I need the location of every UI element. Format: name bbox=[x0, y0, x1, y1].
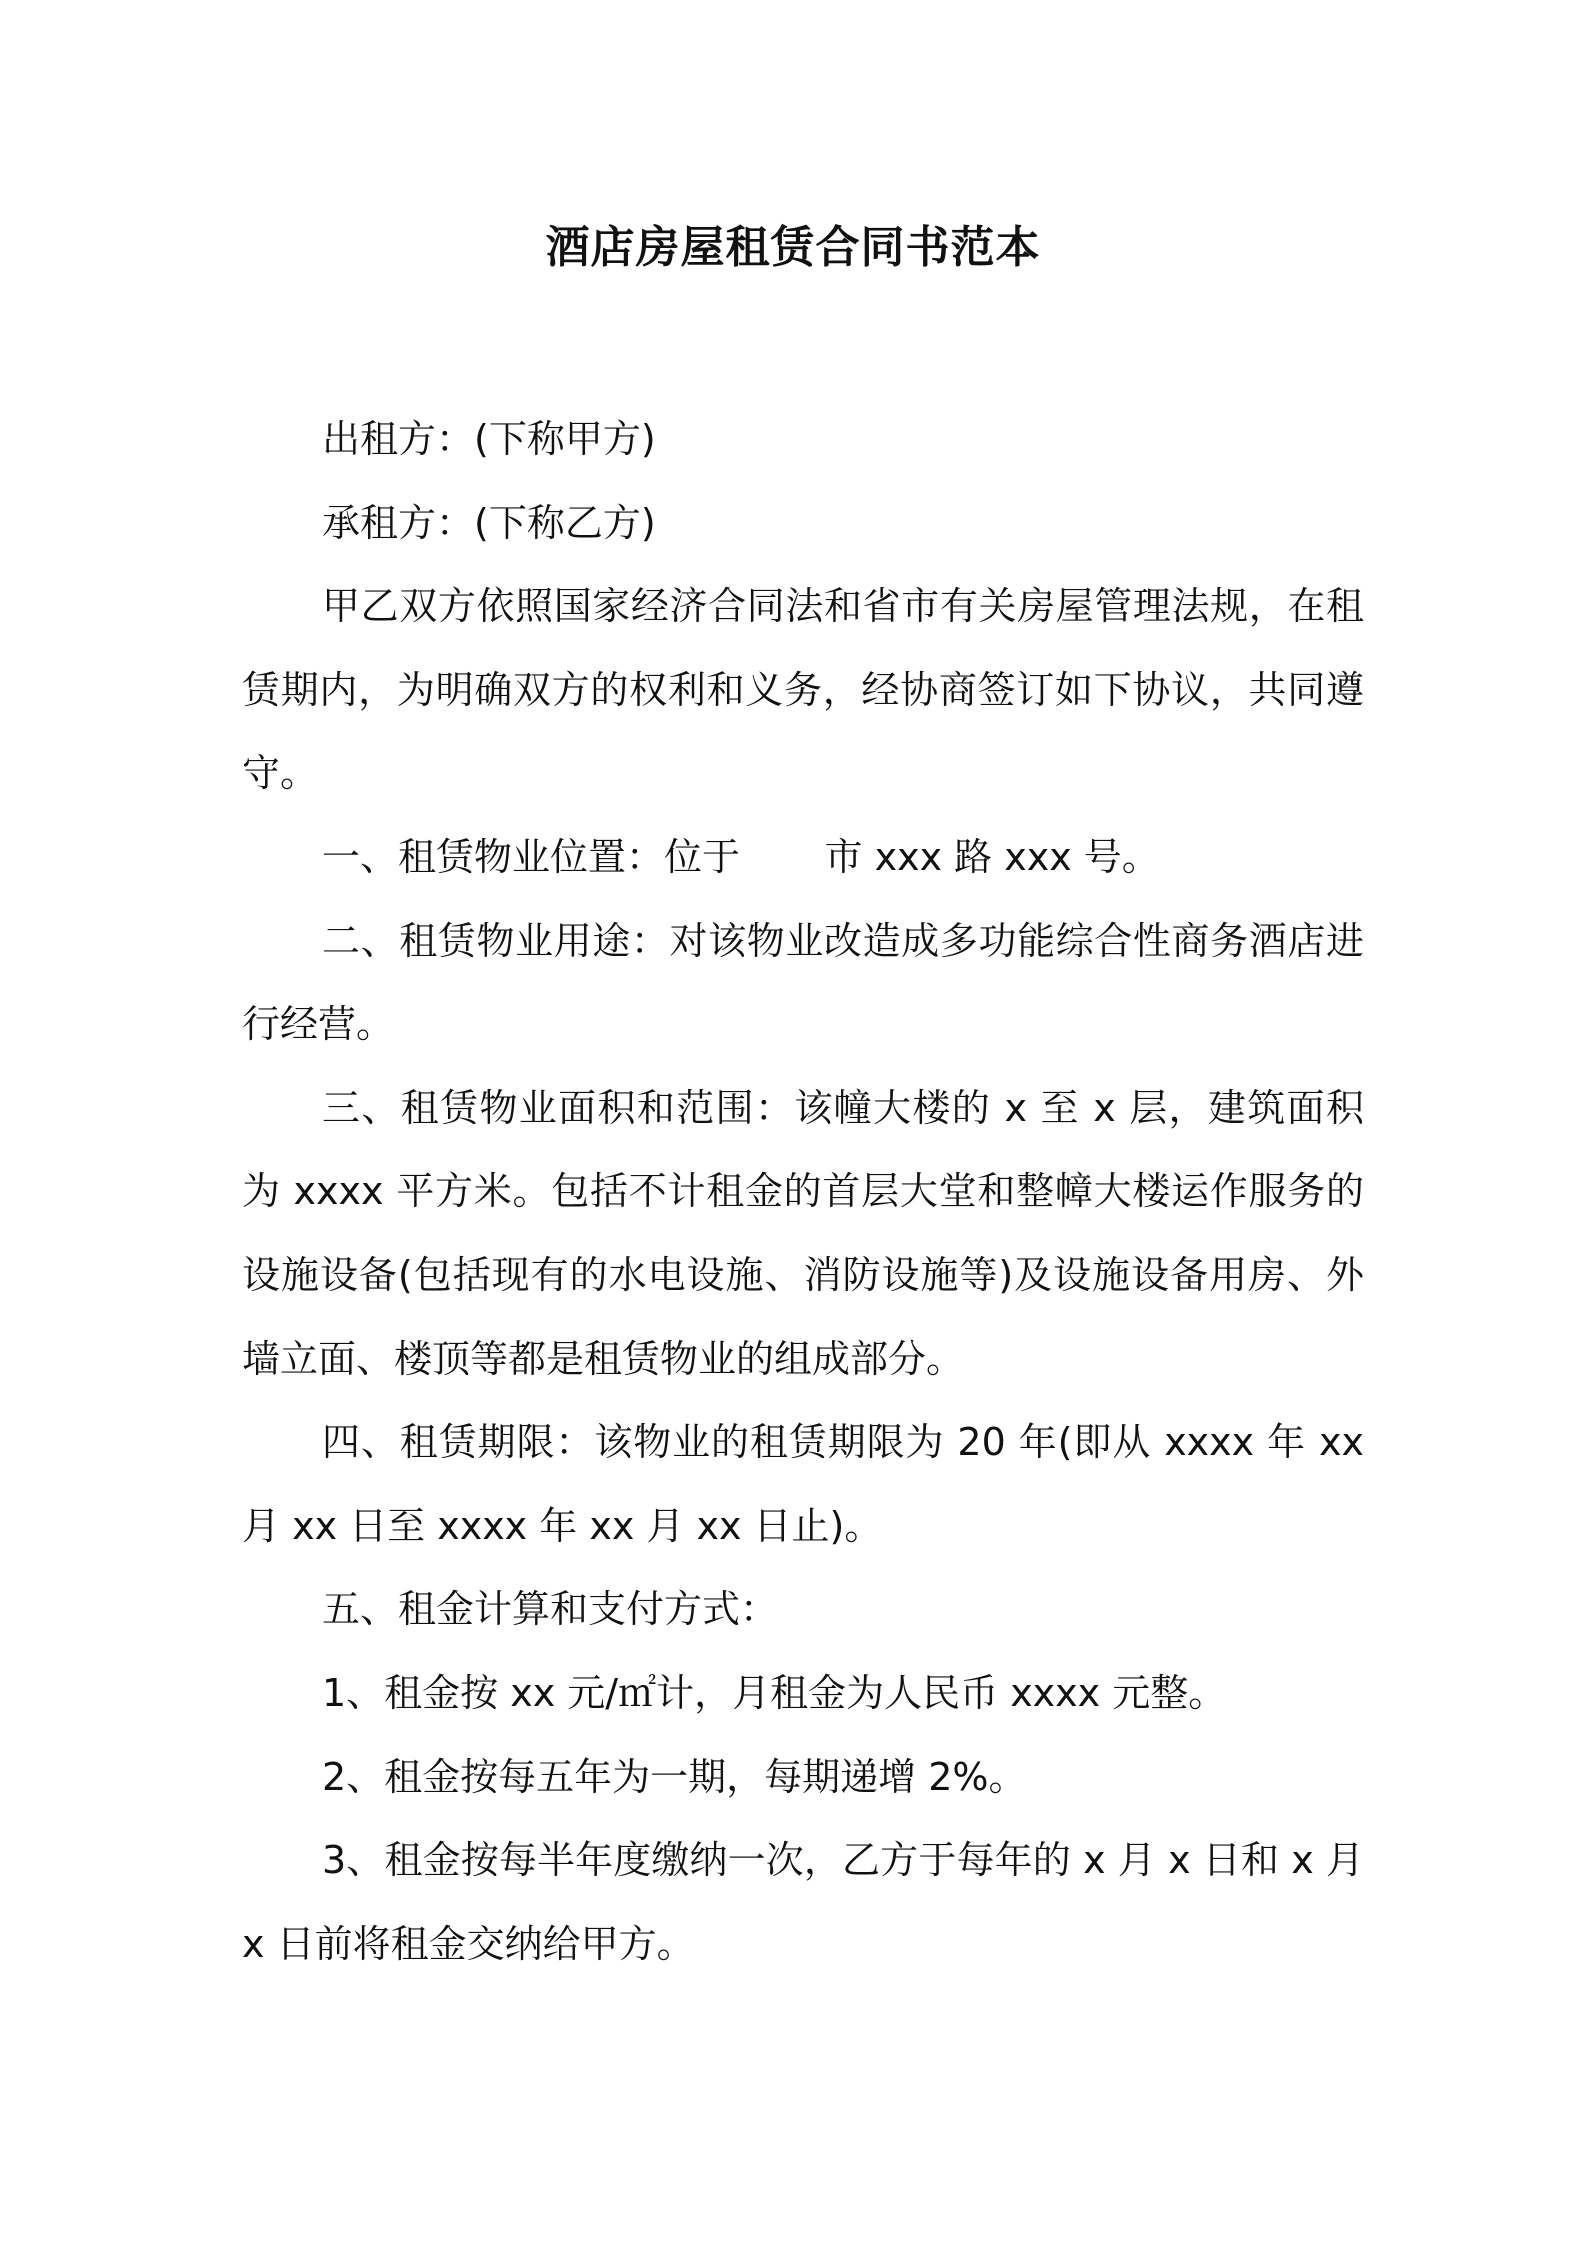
paragraph-clause-5-rent: 五、租金计算和支付方式： bbox=[322, 1587, 779, 1632]
paragraph-preamble: 甲乙双方依照国家经济合同法和省市有关房屋管理法规，在租赁期内，为明确双方的权利和义务，经协商签订如下协议，共同遵守。 bbox=[242, 584, 1364, 796]
paragraph-rent-item-1: 1、租金按 xx 元/㎡计，月租金为人民币 xxxx 元整。 bbox=[322, 1670, 1227, 1715]
paragraph-rent-item-3: 3、租金按每半年度缴纳一次，乙方于每年的 x 月 x 日和 x 月 x 日前将租金交纳给甲方。 bbox=[242, 1838, 1377, 1966]
paragraph-lessor: 出租方：(下称甲方) bbox=[322, 417, 656, 461]
document-title: 酒店房屋租赁合同书范本 bbox=[545, 222, 1041, 273]
paragraph-rent-item-2: 2、租金按每五年为一期，每期递增 2%。 bbox=[322, 1754, 1027, 1799]
document-body bbox=[242, 398, 1377, 1986]
paragraph-clause-3-area: 三、租赁物业面积和范围：该幢大楼的 x 至 x 层，建筑面积为 xxxx 平方米。包括不计租金的首层大堂和整幛大楼运作服务的设施设备(包括现有的水电设施、消防设施等)及设施设备用房、外墙立面、楼顶等都是租赁物业的组成部分。 bbox=[242, 1085, 1364, 1381]
paragraph-clause-4-term: 四、租赁期限：该物业的租赁期限为 20 年(即从 xxxx 年 xx 月 xx 日至 xxxx 年 xx 月 xx 日止)。 bbox=[242, 1420, 1377, 1548]
paragraph-clause-2-purpose: 二、租赁物业用途：对该物业改造成多功能综合性商务酒店进行经营。 bbox=[242, 918, 1364, 1047]
paragraph-lessee: 承租方：(下称乙方) bbox=[322, 500, 656, 545]
paragraph-clause-1-location: 一、租赁物业位置：位于 市 xxx 路 xxx 号。 bbox=[322, 834, 1160, 879]
